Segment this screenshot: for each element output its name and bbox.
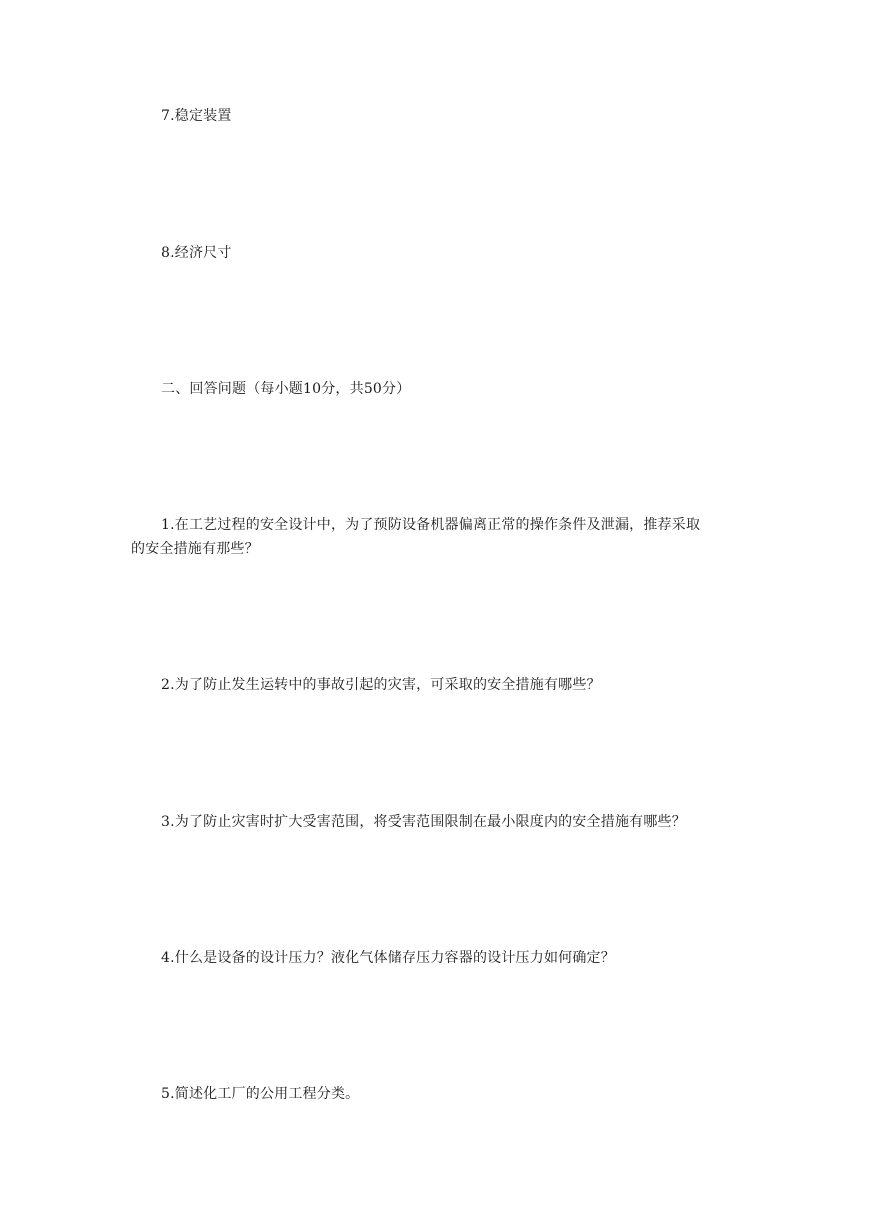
question-5: 5.简述化工厂的公用工程分类。 — [161, 1086, 360, 1102]
question-1-line-1: 1.在工艺过程的安全设计中，为了预防设备机器偏离正常的操作条件及泄漏，推荐采取 — [161, 517, 701, 533]
term-7: 7.稳定装置 — [161, 108, 232, 124]
question-1-line-2: 的安全措施有那些？ — [131, 541, 259, 557]
question-4: 4.什么是设备的设计压力？液化气体储存压力容器的设计压力如何确定？ — [161, 950, 615, 966]
question-3: 3.为了防止灾害时扩大受害范围，将受害范围限制在最小限度内的安全措施有哪些？ — [161, 814, 686, 830]
section-heading-answer-questions: 二、回答问题（每小题10分，共50分） — [161, 381, 411, 397]
term-8: 8.经济尺寸 — [161, 245, 232, 261]
question-2: 2.为了防止发生运转中的事故引起的灾害，可采取的安全措施有哪些？ — [161, 677, 601, 693]
